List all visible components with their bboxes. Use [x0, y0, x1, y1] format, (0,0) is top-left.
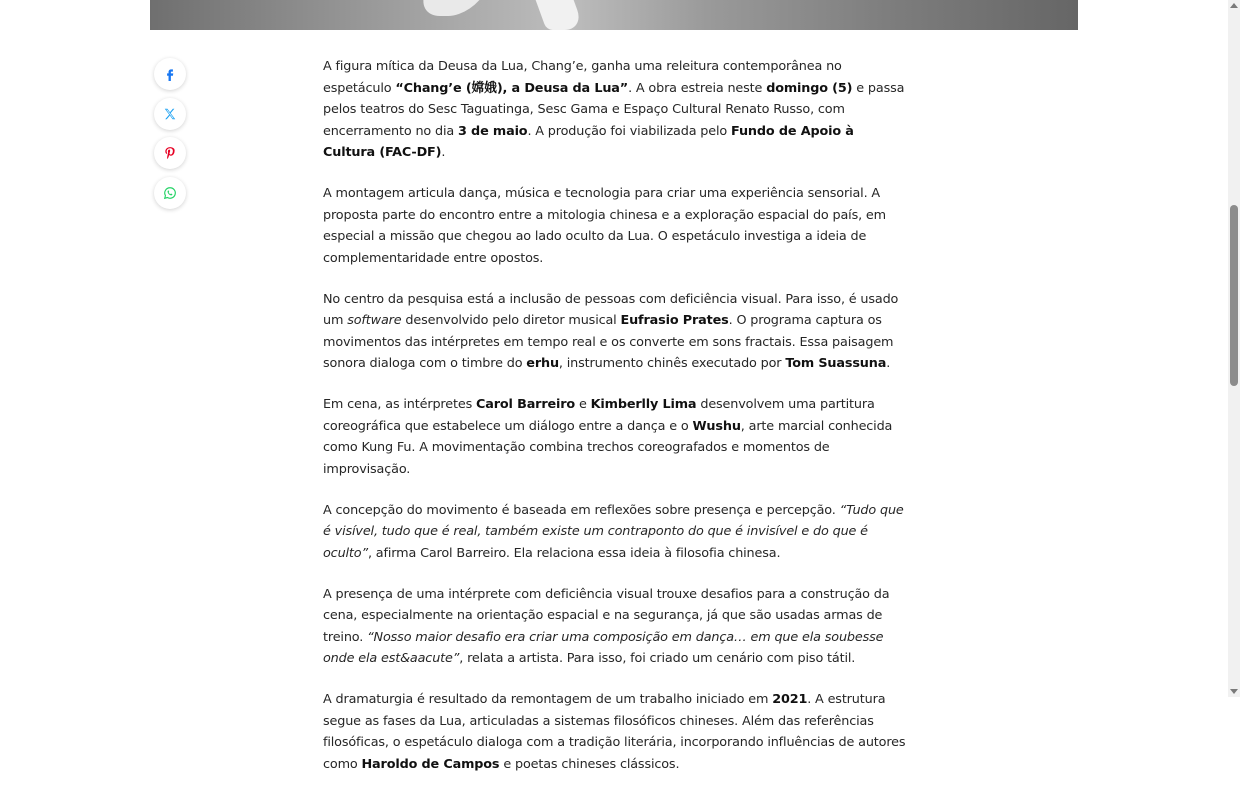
funder-name: Fundo de Apoio à Cultura (FAC-DF): [323, 123, 854, 160]
person-name: Eufrasio Prates: [620, 313, 729, 328]
share-pinterest-button[interactable]: [154, 137, 186, 169]
text: . O programa captura os movimentos das intérpretes em tempo real e os converte em sons fractais. Essa paisagem sonora dialoga com o timbre do: [323, 313, 894, 371]
text: , instrumento chinês executado por: [558, 356, 786, 371]
quote: “Nosso maior desafio era criar uma composição em dança… em que ela soubesse onde ela est&aacute”: [323, 629, 884, 666]
text-italic: software: [347, 313, 402, 328]
instrument-name: erhu: [526, 356, 559, 371]
person-name: Kimberlly Lima: [590, 397, 697, 412]
paragraph-challenges: [323, 584, 907, 670]
martial-art-name: Wushu: [692, 418, 741, 434]
hero-image: [150, 0, 1078, 30]
text: A figura mítica da Deusa da Lua, Chang’e, ganha uma releitura contemporânea no espetáculo: [323, 59, 842, 96]
share-whatsapp-button[interactable]: [154, 177, 186, 209]
closing-date: 3 de maio: [458, 123, 528, 139]
pinterest-icon: [163, 146, 177, 160]
text: , arte marcial conhecida como Kung Fu. A movimentação combina trechos coreografados e momentos de improvisação.: [323, 418, 893, 477]
paragraph-intro: [323, 56, 907, 164]
text: , relata a artista. Para isso, foi criado um cenário com piso tátil.: [459, 651, 856, 666]
text: . A estrutura segue as fases da Lua, articuladas a sistemas filosóficos chineses. Além das referências filosóficas, o espetáculo dialoga com a tradição literária, incorporando influências de autores como: [323, 692, 906, 772]
paragraph-research: [323, 289, 907, 375]
text: A presença de uma intérprete com deficiência visual trouxe desafios para a construção da cena, especialmente na orientação espacial e na segurança, já que são usadas armas de treino.: [323, 586, 890, 645]
person-name: Carol Barreiro: [476, 397, 576, 412]
scroll-down-arrow-icon[interactable]: [1230, 689, 1238, 694]
text: A concepção do movimento é baseada em reflexões sobre presença e percepção.: [323, 502, 840, 518]
person-name: Haroldo de Campos: [361, 756, 500, 772]
text: .: [886, 356, 891, 371]
x-icon: [163, 107, 177, 121]
scroll-up-arrow-icon[interactable]: [1230, 3, 1238, 8]
vertical-scrollbar[interactable]: [1228, 0, 1240, 697]
text: Em cena, as intérpretes: [323, 397, 477, 412]
text: . A produção foi viabilizada pelo: [527, 123, 732, 139]
share-bar: [154, 58, 186, 216]
facebook-icon: [163, 67, 177, 81]
text: A dramaturgia é resultado da remontagem de um trabalho iniciado em: [323, 692, 773, 707]
text: , afirma Carol Barreiro. Ela relaciona essa ideia à filosofia chinesa.: [367, 545, 781, 561]
paragraph-montage: A montagem articula dança, música e tecnologia para criar uma experiência sensorial. A proposta parte do encontro entre a mitologia chinesa e a exploração espacial do país, em especial a missão que chegou ao lado oculto da Lua. O espetáculo investiga a ideia de complementaridade entre opostos.: [323, 186, 886, 266]
text: e passa pelos teatros do Sesc Taguatinga, Sesc Gama e Espaço Cultural Renato Russo, com encerramento no dia: [323, 80, 905, 139]
person-name: Tom Suassuna: [785, 356, 887, 371]
whatsapp-icon: [163, 186, 177, 200]
text: . A obra estreia neste: [628, 80, 767, 96]
hero-figure-shape: [414, 0, 486, 16]
paragraph-scene: [323, 394, 907, 480]
paragraph-conception: [323, 500, 907, 565]
scrollbar-thumb[interactable]: [1230, 205, 1238, 386]
premiere-date: domingo (5): [766, 80, 853, 96]
article-body: [323, 56, 907, 795]
paragraph-dramaturgy: [323, 689, 907, 775]
share-x-button[interactable]: [154, 98, 186, 130]
text: desenvolvem uma partitura coreográfica que estabelece um diálogo entre a dança e o: [323, 397, 875, 434]
show-title: “Chang’e (嫦娥), a Deusa da Lua”: [395, 80, 629, 96]
year: 2021: [772, 692, 808, 707]
text: .: [441, 145, 446, 160]
text: desenvolvido pelo diretor musical: [401, 313, 621, 328]
hero-figure-shape: [533, 0, 584, 30]
text: e poetas chineses clássicos.: [499, 756, 680, 772]
text: e: [575, 397, 591, 412]
quote: “Tudo que é visível, tudo que é real, também existe um contraponto do que é invisível e do que é oculto”: [323, 502, 904, 561]
text: No centro da pesquisa está a inclusão de pessoas com deficiência visual. Para isso, é usado um: [323, 291, 899, 328]
share-facebook-button[interactable]: [154, 58, 186, 90]
